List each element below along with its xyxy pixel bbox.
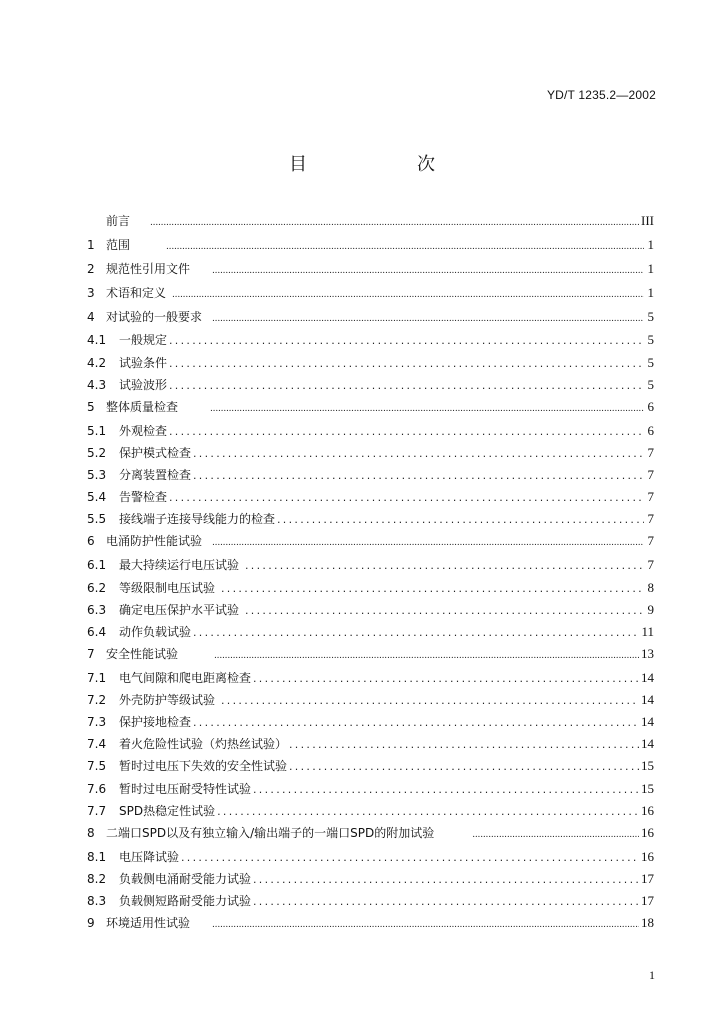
toc-entry[interactable] xyxy=(87,780,654,802)
toc-entry-title: 确定电压保护水平试验 xyxy=(119,602,240,617)
toc-leader-dots xyxy=(169,334,644,347)
toc-entry-title: 前言 xyxy=(106,214,131,228)
toc-entry-page: III xyxy=(641,213,654,228)
toc-entry-page: 14 xyxy=(641,691,654,707)
toc-leader-dots xyxy=(166,242,644,252)
toc-entry[interactable] xyxy=(87,354,654,376)
toc-entry-title: 负载侧短路耐受能力试验 xyxy=(119,893,252,908)
toc-leader-dots xyxy=(217,805,639,818)
toc-leader-dots xyxy=(212,538,644,548)
toc-entry-number: 4.1 xyxy=(87,333,107,348)
toc-entry-number: 5.2 xyxy=(87,445,107,460)
toc-entry-page: 7 xyxy=(647,533,654,549)
toc-entry[interactable] xyxy=(87,488,654,510)
toc-entry[interactable] xyxy=(87,444,654,466)
toc-entry-page: 7 xyxy=(647,489,654,505)
toc-entry-number: 8 xyxy=(87,825,95,840)
toc-entry[interactable] xyxy=(87,556,654,578)
toc-leader-dots xyxy=(212,314,644,324)
toc-entry[interactable] xyxy=(87,735,654,757)
toc-leader-dots xyxy=(253,672,639,685)
toc-entry[interactable] xyxy=(87,669,654,691)
toc-entry-page: 13 xyxy=(641,645,654,661)
toc-entry-title: 二端口SPD以及有独立输入/输出端子的一端口SPD的附加试验 xyxy=(106,825,435,840)
toc-leader-dots xyxy=(169,379,644,392)
toc-entry-title: 试验条件 xyxy=(119,355,168,370)
toc-entry-title: 告警检查 xyxy=(119,490,168,505)
toc-entry-page: 6 xyxy=(647,422,654,438)
toc-entry-number: 8.3 xyxy=(87,893,107,908)
toc-entry-page: 5 xyxy=(647,354,654,370)
toc-leader-dots xyxy=(253,873,639,886)
toc-entry-title: SPD热稳定性试验 xyxy=(119,803,216,818)
toc-entry-title: 外观检查 xyxy=(119,423,168,438)
toc-entry-page: 7 xyxy=(647,511,654,527)
toc-entry[interactable] xyxy=(87,824,654,848)
toc-leader-dots xyxy=(210,404,644,414)
toc-entry-number: 7.3 xyxy=(87,715,107,730)
toc-entry-page: 1 xyxy=(647,236,654,252)
toc-entry[interactable] xyxy=(87,691,654,713)
toc-entry[interactable] xyxy=(87,510,654,532)
toc-entry-title: 环境适用性试验 xyxy=(106,916,191,931)
toc-entry[interactable] xyxy=(87,466,654,488)
toc-leader-dots xyxy=(277,513,644,526)
toc-entry-page: 7 xyxy=(647,467,654,483)
toc-leader-dots xyxy=(245,559,644,572)
toc-entry-title: 动作负载试验 xyxy=(119,624,192,639)
toc-entry-page: 15 xyxy=(641,758,654,774)
toc-entry-number: 6 xyxy=(87,534,95,549)
toc-leader-dots xyxy=(212,266,644,276)
toc-entry-page: 17 xyxy=(641,870,654,886)
toc-entry-page: 7 xyxy=(647,557,654,573)
toc-entry-title: 保护模式检查 xyxy=(119,445,192,460)
toc-entry[interactable] xyxy=(87,645,654,669)
toc-entry-title: 术语和定义 xyxy=(106,285,167,300)
toc-entry[interactable] xyxy=(87,848,654,870)
toc-entry-number: 6.1 xyxy=(87,558,107,573)
toc-entry-page: 8 xyxy=(647,579,654,595)
toc-entry-page: 5 xyxy=(647,376,654,392)
toc-entry[interactable] xyxy=(87,914,654,938)
toc-entry-page: 17 xyxy=(641,892,654,908)
toc-entry-page: 1 xyxy=(647,284,654,300)
toc-entry[interactable] xyxy=(87,713,654,735)
toc-entry-number: 7.7 xyxy=(87,803,107,818)
table-of-contents xyxy=(87,212,654,938)
toc-entry-title: 对试验的一般要求 xyxy=(106,309,203,324)
toc-entry[interactable] xyxy=(87,308,654,332)
page-title: 目 次 xyxy=(289,154,481,175)
toc-entry-number: 5.1 xyxy=(87,423,107,438)
toc-entry-title: 分离装置检查 xyxy=(119,468,192,483)
toc-entry[interactable] xyxy=(87,532,654,556)
toc-leader-dots xyxy=(289,738,639,751)
toc-entry-page: 16 xyxy=(641,824,654,840)
toc-entry-title: 范围 xyxy=(106,237,131,252)
toc-entry-title: 电涌防护性能试验 xyxy=(106,534,203,549)
toc-entry-title: 接线端子连接导线能力的检查 xyxy=(119,512,276,527)
toc-entry-number: 5.5 xyxy=(87,512,107,527)
toc-leader-dots xyxy=(193,447,644,460)
toc-entry-page: 11 xyxy=(641,623,654,639)
toc-entry[interactable] xyxy=(87,579,654,601)
toc-entry[interactable] xyxy=(87,757,654,779)
toc-entry-page: 7 xyxy=(647,444,654,460)
toc-entry[interactable] xyxy=(87,870,654,892)
toc-entry-title: 等级限制电压试验 xyxy=(119,580,216,595)
toc-entry-page: 1 xyxy=(647,260,654,276)
toc-entry-title: 最大持续运行电压试验 xyxy=(119,558,240,573)
toc-entry[interactable] xyxy=(87,422,654,444)
toc-entry-number: 7.6 xyxy=(87,781,107,796)
toc-entry-page: 6 xyxy=(647,398,654,414)
toc-entry-title: 暂时过电压耐受特性试验 xyxy=(119,781,252,796)
toc-entry-number: 6.2 xyxy=(87,580,107,595)
toc-entry-title: 规范性引用文件 xyxy=(106,261,191,276)
toc-leader-dots xyxy=(214,651,639,661)
toc-entry[interactable] xyxy=(87,284,654,308)
toc-entry-number: 5.4 xyxy=(87,490,107,505)
toc-entry-title: 着火危险性试验（灼热丝试验） xyxy=(119,737,288,752)
toc-entry-page: 9 xyxy=(647,601,654,617)
toc-entry-title: 一般规定 xyxy=(119,333,168,348)
toc-entry-page: 14 xyxy=(641,736,654,752)
toc-leader-dots xyxy=(169,491,644,504)
toc-leader-dots xyxy=(150,218,639,228)
standard-code: YD/T 1235.2—2002 xyxy=(546,88,656,102)
toc-leader-dots xyxy=(169,357,644,370)
toc-entry[interactable] xyxy=(87,260,654,284)
toc-leader-dots xyxy=(245,604,644,617)
toc-leader-dots xyxy=(253,783,639,796)
page-number: 1 xyxy=(649,968,655,982)
toc-entry-title: 负载侧电涌耐受能力试验 xyxy=(119,871,252,886)
toc-leader-dots xyxy=(193,626,639,639)
toc-leader-dots xyxy=(289,760,639,773)
toc-entry-page: 14 xyxy=(641,669,654,685)
toc-entry-number: 7 xyxy=(87,646,95,661)
toc-entry-number: 6.3 xyxy=(87,602,107,617)
toc-entry-number: 4 xyxy=(87,309,95,324)
toc-leader-dots xyxy=(212,920,639,930)
toc-entry-number: 7.1 xyxy=(87,670,107,685)
toc-entry[interactable] xyxy=(87,376,654,398)
toc-entry-number: 4.2 xyxy=(87,355,107,370)
toc-leader-dots xyxy=(221,694,639,707)
toc-entry-page: 14 xyxy=(641,714,654,730)
toc-entry[interactable] xyxy=(87,601,654,623)
toc-entry[interactable] xyxy=(87,331,654,353)
toc-leader-dots xyxy=(169,425,644,438)
toc-entry-number: 6.4 xyxy=(87,624,107,639)
toc-leader-dots xyxy=(193,469,644,482)
toc-leader-dots xyxy=(193,716,639,729)
toc-entry-number: 8.2 xyxy=(87,871,107,886)
toc-entry-title: 整体质量检查 xyxy=(106,399,179,414)
toc-leader-dots xyxy=(172,290,644,300)
toc-leader-dots xyxy=(253,895,639,908)
toc-entry-page: 18 xyxy=(641,915,654,931)
toc-entry-number: 1 xyxy=(87,237,95,252)
toc-entry-page: 5 xyxy=(647,332,654,348)
toc-entry[interactable] xyxy=(87,212,654,236)
toc-entry-number: 7.5 xyxy=(87,759,107,774)
toc-entry[interactable] xyxy=(87,802,654,824)
toc-entry-page: 16 xyxy=(641,802,654,818)
toc-leader-dots xyxy=(181,851,639,864)
toc-entry-title: 电压降试验 xyxy=(119,849,180,864)
toc-entry[interactable] xyxy=(87,892,654,914)
toc-entry-title: 试验波形 xyxy=(119,377,168,392)
toc-entry-number: 7.2 xyxy=(87,692,107,707)
toc-entry-number: 9 xyxy=(87,916,95,931)
toc-entry-page: 5 xyxy=(647,308,654,324)
toc-entry-number: 2 xyxy=(87,261,95,276)
toc-entry-title: 安全性能试验 xyxy=(106,646,179,661)
toc-entry-number: 4.3 xyxy=(87,377,107,392)
toc-entry-title: 电气间隙和爬电距离检查 xyxy=(119,670,252,685)
toc-entry[interactable] xyxy=(87,236,654,260)
toc-entry-page: 15 xyxy=(641,780,654,796)
toc-entry-number: 5 xyxy=(87,399,95,414)
toc-leader-dots xyxy=(472,830,639,840)
toc-entry-number: 8.1 xyxy=(87,849,107,864)
toc-entry[interactable] xyxy=(87,398,654,422)
toc-entry[interactable] xyxy=(87,623,654,645)
toc-leader-dots xyxy=(221,582,644,595)
toc-entry-title: 保护接地检查 xyxy=(119,715,192,730)
toc-entry-number: 3 xyxy=(87,285,95,300)
toc-entry-title: 暂时过电压下失效的安全性试验 xyxy=(119,759,288,774)
toc-entry-number: 7.4 xyxy=(87,737,107,752)
toc-entry-page: 16 xyxy=(641,848,654,864)
toc-entry-number: 5.3 xyxy=(87,468,107,483)
toc-entry-title: 外壳防护等级试验 xyxy=(119,692,216,707)
